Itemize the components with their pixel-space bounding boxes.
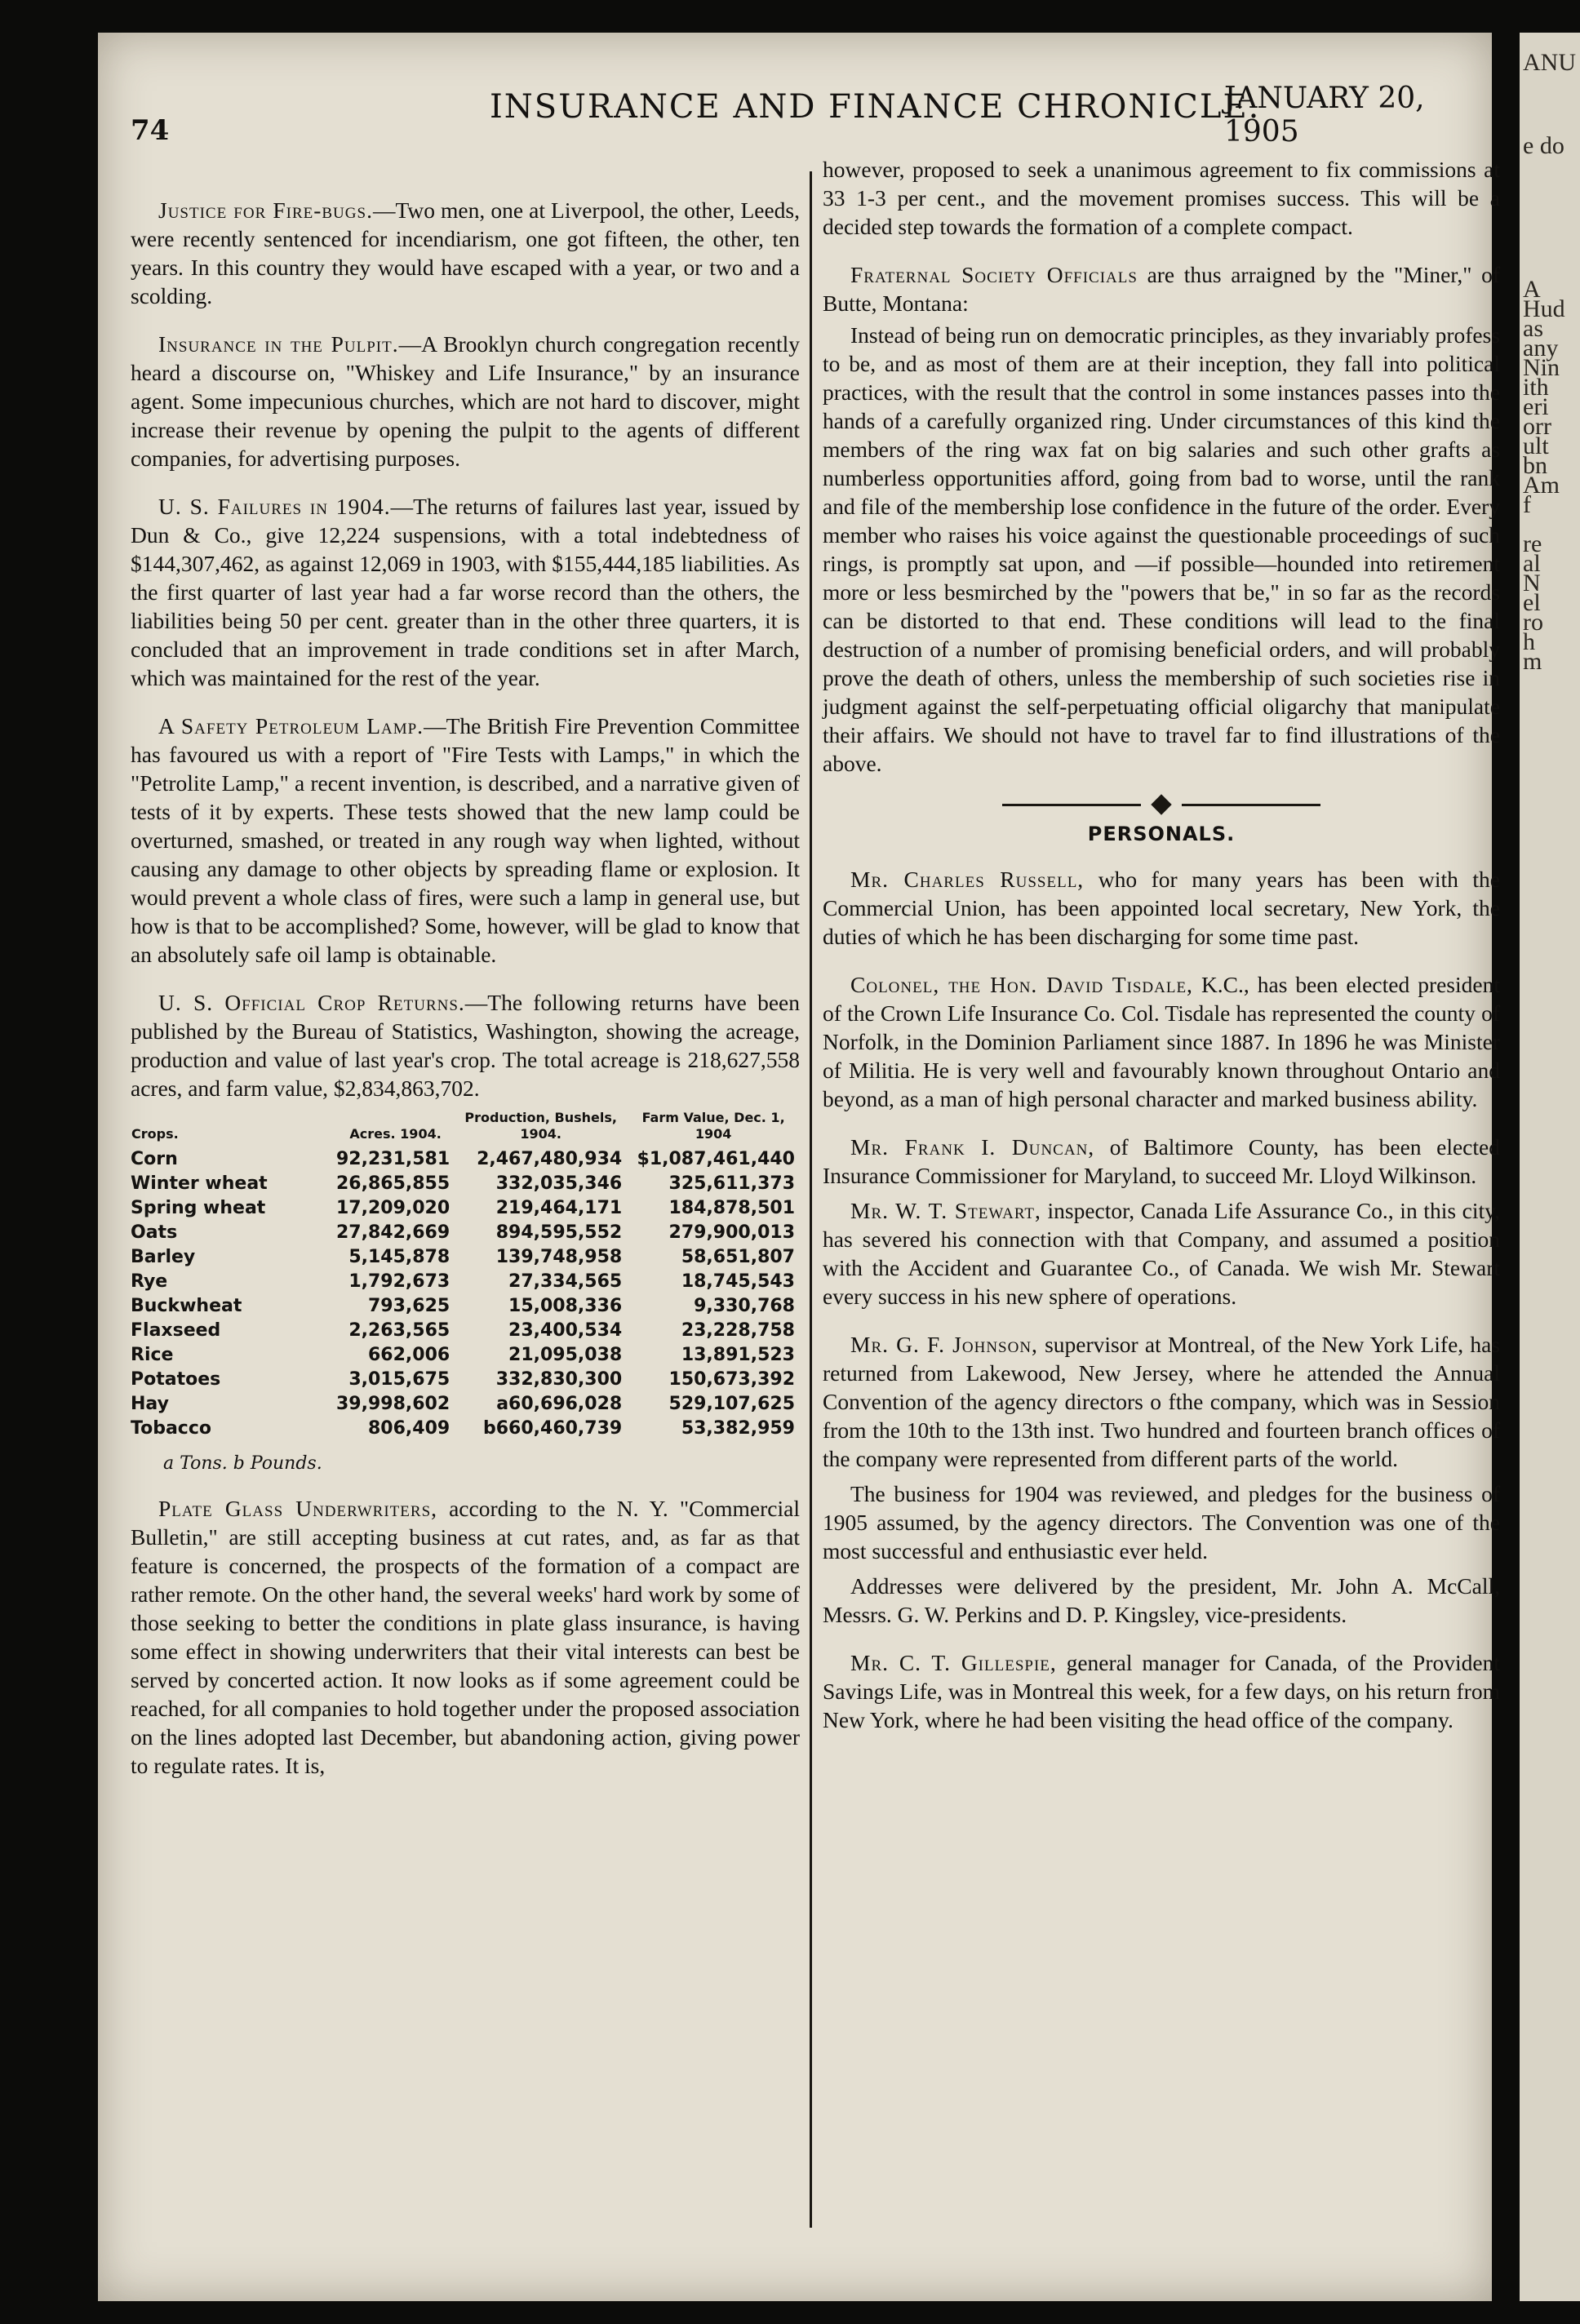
crop-value-cell: 793,625 [367, 1296, 450, 1316]
publication-title: INSURANCE AND FINANCE CHRONICLE. [490, 88, 1261, 126]
article-body: —The following returns have been published by the Bureau of Statistics, Washington, showing the acreage, production and value of last year's crop. The total acreage is 218,627,558 acres, and farm value, $2,834,863,702. [131, 990, 800, 1101]
crop-value-cell: 39,998,602 [336, 1394, 450, 1414]
adjacent-page-fragment: Nin [1523, 354, 1560, 381]
personal-body: who for many years has been with the Commercial Union, has been appointed local secretary, New York, the duties of which he has been discharging for some time past. [823, 867, 1500, 949]
adjacent-page-fragment: f [1523, 491, 1531, 518]
crop-table-row [131, 1294, 800, 1319]
personal-body: K.C., has been elected president of the Crown Life Insurance Co. Col. Tisdale has represented the county of Norfolk, in the Dominion Parliament since 1887. In 1896 he was Minister of Militia. He is very well and favourably known throughout Ontario and beyond, as a man of high personal character and marked business ability. [823, 972, 1500, 1111]
crop-table-row [131, 1172, 800, 1196]
crop-value-cell: 529,107,625 [668, 1394, 795, 1414]
crop-table-body [131, 1147, 800, 1441]
adjacent-page-fragment: h [1523, 628, 1535, 655]
crop-value-cell: 279,900,013 [668, 1222, 795, 1243]
personal-gillespie [823, 1648, 1500, 1734]
crop-value-cell: 219,464,171 [495, 1198, 623, 1218]
article-heading: U. S. Failures in 1904. [158, 494, 391, 519]
article-heading: A Safety Petroleum Lamp. [158, 713, 424, 738]
adjacent-page-fragment: bn [1523, 452, 1547, 479]
crop-name-cell: Corn [131, 1149, 178, 1169]
adjacent-page-fragment: A [1523, 276, 1541, 303]
table-footnote: a Tons. b Pounds. [163, 1453, 322, 1474]
personal-johnson [823, 1330, 1500, 1473]
article-fraternal-quote: Instead of being run on democratic principles, as they invariably profess to be, and as most of them are at their inception, they fall into political practices, with the result that the control in some instances passes into the hands of a carefully organized ring. Under circumstances of this kind the members of the ring wax fat on big salaries and such other grafts as numberless opportunities afford, going from bad to worse, until the rank and file of the membership lose confidence in the future of the order. Every member who raises his voice against the questionable proceedings of such rings, is promptly sat upon, and —if possible—hounded into retirement more or less besmirched by the "powers that be," in so far as the records can be distorted to that end. These conditions will lead to the final destruction of a number of promising beneficial orders, and will probably prove the death of others, unless the membership of such societies rise in judgment against the self-perpetuating official oligarchy that manipulate their affairs. We should not have to travel far to find illustrations of the above. [823, 322, 1500, 776]
personal-body: general manager for Canada, of the Provident Savings Life, was in Montreal this week, for a few days, on his return from New York, where he had been visiting the head office of the company. [823, 1650, 1500, 1732]
crop-table-row [131, 1196, 800, 1221]
crop-name-cell: Barley [131, 1247, 196, 1267]
crop-name-cell: Oats [131, 1222, 178, 1243]
right-column [823, 155, 1500, 1754]
crop-table-header [131, 1109, 800, 1147]
crop-table-row [131, 1368, 800, 1392]
crop-value-cell: 53,382,959 [681, 1418, 795, 1439]
crop-value-cell: 27,842,669 [336, 1222, 450, 1243]
crop-value-cell: a60,696,028 [496, 1394, 623, 1414]
personal-johnson-business: The business for 1904 was reviewed, and pledges for the business of 1905 assumed, by the agency directors. The Convention was one of the most successful and enthusiastic ever held. [823, 1481, 1500, 1563]
crop-value-cell: 894,595,552 [495, 1222, 623, 1243]
issue-date: JANUARY 20, 1905 [1224, 82, 1425, 149]
article-crop-returns [131, 988, 800, 1102]
crop-value-cell: 13,891,523 [681, 1345, 795, 1365]
crop-name-cell: Spring wheat [131, 1198, 266, 1218]
crop-value-cell: 139,748,958 [495, 1247, 623, 1267]
adjacent-page-fragment: eri [1523, 393, 1549, 420]
crop-table-row [131, 1319, 800, 1343]
adjacent-page-fragment: ro [1523, 609, 1543, 636]
newspaper-page [98, 33, 1500, 2301]
crop-value-cell: 27,334,565 [508, 1271, 623, 1292]
personal-russell [823, 865, 1500, 951]
adjacent-page-fragment: ult [1523, 432, 1549, 459]
article-body: are thus arraigned by the "Miner," of Butte, Montana: [823, 262, 1500, 316]
crop-value-cell: 15,008,336 [508, 1296, 623, 1316]
adjacent-page-edge [1520, 33, 1580, 2301]
article-body: —A Brooklyn church congregation recently heard a discourse on, "Whiskey and Life Insurance," by an insurance agent. Some impecunious churches, which are not hard to discover, might increase their revenue by opening the pulpit to the agents of different companies, for advertising purposes. [131, 331, 800, 471]
person-name: Colonel, the Hon. David Tisdale, [850, 972, 1193, 997]
adjacent-page-fragment: re [1523, 530, 1542, 557]
adjacent-page-fragment: as [1523, 315, 1543, 342]
crop-name-cell: Tobacco [131, 1418, 211, 1439]
crop-value-cell: 662,006 [367, 1345, 450, 1365]
article-plate-glass [131, 1494, 800, 1780]
crop-name-cell: Flaxseed [131, 1320, 221, 1341]
adjacent-page-fragment: al [1523, 550, 1541, 577]
crop-value-cell: 92,231,581 [336, 1149, 450, 1169]
person-name: Mr. Charles Russell, [850, 867, 1085, 892]
crop-value-cell: b660,460,739 [482, 1418, 623, 1439]
article-fire-bugs [131, 196, 800, 310]
article-heading: Insurance in the Pulpit. [158, 331, 399, 357]
section-title-personals: PERSONALS. [1087, 823, 1236, 845]
crop-value-cell: 26,865,855 [336, 1173, 450, 1194]
crop-value-cell: 332,830,300 [495, 1369, 623, 1390]
personal-tisdale [823, 970, 1500, 1113]
person-name: Mr. C. T. Gillespie, [850, 1650, 1057, 1675]
personal-johnson-addresses: Addresses were delivered by the president, Mr. John A. McCall, Messrs. G. W. Perkins and D. P. Kingsley, vice-presidents. [823, 1573, 1500, 1627]
crop-value-cell: 184,878,501 [668, 1198, 795, 1218]
personal-body: inspector, Canada Life Assurance Co., in this city, has severed his connection with that Company, and assumed a position with the Accident and Guarantee Co., of Canada. We wish Mr. Stewart every success in his new sphere of operations. [823, 1198, 1500, 1309]
crop-table [131, 1109, 800, 1441]
article-body: —Two men, one at Liverpool, the other, Leeds, were recently sentenced for incendiarism, one got fifteen, the other, ten years. In this country they would have escaped with a year, or two and a scolding. [131, 197, 801, 308]
personal-body: supervisor at Montreal, of the New York Life, has returned from Lakewood, New Jersey, where he attended the Annual Convention of the agency directors o fthe company, which was in Session from the 10th to the 13th inst. Two hundred and fourteen branch offices of the company were represented from different parts of the world. [823, 1332, 1500, 1471]
crop-name-cell: Hay [131, 1394, 169, 1414]
crop-table-header-cell: Crops. [131, 1126, 179, 1142]
crop-value-cell: 150,673,392 [668, 1369, 795, 1390]
column-divider [810, 171, 812, 2228]
crop-value-cell: 325,611,373 [668, 1173, 795, 1194]
crop-table-row [131, 1245, 800, 1270]
personal-duncan [823, 1133, 1500, 1190]
section-ornament [823, 797, 1500, 812]
adjacent-page-fragment: Am [1523, 472, 1560, 499]
crop-value-cell: 9,330,768 [694, 1296, 795, 1316]
adjacent-page-fragment: Hud [1523, 295, 1565, 322]
crop-table-row [131, 1343, 800, 1368]
adjacent-page-fragment: el [1523, 589, 1541, 616]
crop-value-cell: 17,209,020 [336, 1198, 450, 1218]
crop-table-row [131, 1221, 800, 1245]
adjacent-page-fragment: any [1523, 335, 1559, 361]
article-failures [131, 492, 800, 692]
adjacent-page-fragment: ANU [1523, 49, 1576, 76]
crop-name-cell: Rye [131, 1271, 168, 1292]
article-fraternal [823, 260, 1500, 317]
adjacent-page-fragment: m [1523, 648, 1542, 675]
article-heading: Fraternal Society Officials [850, 262, 1138, 287]
article-petroleum-lamp [131, 712, 800, 969]
crop-name-cell: Buckwheat [131, 1296, 242, 1316]
adjacent-page-fragment: orr [1523, 413, 1551, 440]
crop-name-cell: Rice [131, 1345, 174, 1365]
adjacent-page-fragment: N [1523, 570, 1541, 597]
article-body: according to the N. Y. "Commercial Bulletin," are still accepting business at cut rates, and, as far as that feature is concerned, the prospects of the formation of a compact are rather remote. On the other hand, the several weeks' hard work by some of those seeking to better the conditions in plate glass insurance, is having some effect in showing underwriters that their vital interests can best be served by concerted action. It now looks as if some agreement could be reached, for all companies to hold together under the proposed association on the lines adopted last December, but abandoning action, giving power to regulate rates. It is, [131, 1496, 800, 1778]
crop-table-row [131, 1392, 800, 1417]
left-column [131, 196, 800, 1799]
crop-value-cell: 332,035,346 [495, 1173, 623, 1194]
adjacent-page-fragment: e do [1523, 132, 1564, 159]
crop-table-row [131, 1417, 800, 1441]
person-name: Mr. W. T. Stewart, [850, 1198, 1041, 1223]
crop-value-cell: 18,745,543 [681, 1271, 795, 1292]
crop-name-cell: Winter wheat [131, 1173, 268, 1194]
crop-value-cell: 21,095,038 [508, 1345, 623, 1365]
crop-name-cell: Potatoes [131, 1369, 221, 1390]
article-plate-glass-continued: however, proposed to seek a unanimous agreement to fix commissions at 33 1-3 per cent., and the movement promises success. This will be a decided step towards the formation of a complete compact. [823, 157, 1500, 239]
personal-stewart [823, 1196, 1500, 1311]
article-heading: Justice for Fire-bugs. [158, 197, 373, 223]
crop-table-row [131, 1147, 800, 1172]
person-name: Mr. Frank I. Duncan, [850, 1134, 1095, 1160]
article-body: —The British Fire Prevention Committee has favoured us with a report of "Fire Tests with Lamps," in which the "Petrolite Lamp," a recent invention, is described, and a narrative given of tests of it by experts. These tests showed that the new lamp could be overturned, smashed, or treated in any rough way when lighted, without causing any damage to other objects by spreading flame or explosion. It would prevent a whole class of fires, were such a lamp in general use, but how is that to be accomplished? Some, however, will be glad to know that an absolutely safe oil lamp is obtainable. [131, 713, 800, 967]
crop-table-header-cell: Production, Bushels, 1904. [464, 1110, 617, 1142]
article-pulpit [131, 330, 800, 472]
crop-value-cell: 23,400,534 [508, 1320, 623, 1341]
article-heading: U. S. Official Crop Returns. [158, 990, 465, 1015]
page-number: 74 [131, 114, 170, 147]
personal-body: of Baltimore County, has been elected Insurance Commissioner for Maryland, to succeed Mr. Lloyd Wilkinson. [823, 1134, 1500, 1188]
crop-value-cell: 5,145,878 [348, 1247, 450, 1267]
article-heading: Plate Glass Underwriters, [158, 1496, 438, 1521]
crop-table-row [131, 1270, 800, 1294]
crop-value-cell: 3,015,675 [348, 1369, 450, 1390]
crop-table-header-cell: Acres. 1904. [349, 1126, 442, 1142]
crop-value-cell: 2,467,480,934 [477, 1149, 623, 1169]
crop-value-cell: 23,228,758 [681, 1320, 795, 1341]
adjacent-page-fragment: ith [1523, 374, 1549, 401]
crop-value-cell: 1,792,673 [348, 1271, 450, 1292]
person-name: Mr. G. F. Johnson, [850, 1332, 1038, 1357]
crop-value-cell: $1,087,461,440 [637, 1149, 795, 1169]
crop-value-cell: 58,651,807 [681, 1247, 795, 1267]
crop-table-header-cell: Farm Value, Dec. 1, 1904 [641, 1110, 785, 1142]
crop-value-cell: 2,263,565 [348, 1320, 450, 1341]
crop-value-cell: 806,409 [367, 1418, 450, 1439]
article-body: —The returns of failures last year, issued by Dun & Co., give 12,224 suspensions, with a total indebtedness of $144,307,462, as against 12,069 in 1903, with $155,444,185 liabilities. As the first quarter of last year had a far worse record than the others, the liabilities being 50 per cent. greater than in the other three quarters, it is concluded that an improvement in trade conditions set in after March, which was maintained for the rest of the year. [131, 494, 800, 690]
